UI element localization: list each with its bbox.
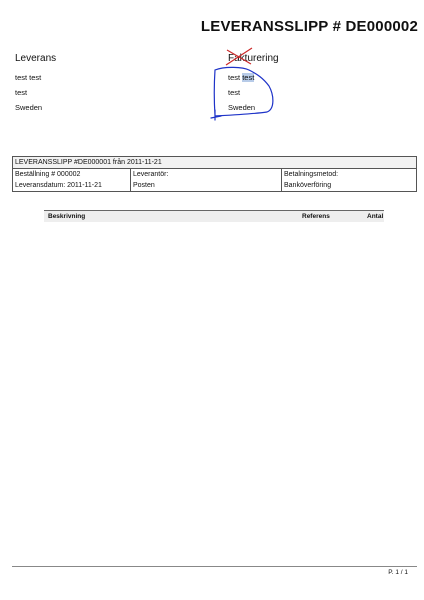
carrier-value: Posten [131, 180, 282, 192]
delivery-date: Leveransdatum: 2011-11-21 [13, 180, 131, 192]
billing-line-2: test [228, 88, 241, 97]
payment-method-label: Betalningsmetod: [282, 169, 417, 181]
payment-method-value: Banköverföring [282, 180, 417, 192]
column-quantity: Antal [367, 213, 384, 220]
delivery-line-3: Sweden [15, 103, 43, 112]
footer-divider [12, 566, 417, 567]
delivery-line-2: test [15, 88, 28, 97]
delivery-address-block [15, 53, 56, 118]
billing-line-1 [228, 73, 279, 88]
column-reference: Referens [302, 213, 330, 220]
billing-heading: Fakturering [228, 53, 279, 64]
highlighted-text: test [242, 73, 255, 82]
billing-address-block [228, 53, 279, 118]
document-title: LEVERANSSLIPP # DE000002 [200, 18, 418, 35]
column-description: Beskrivning [48, 213, 86, 220]
page-number: P. 1 / 1 [388, 569, 408, 576]
billing-line-3: Sweden [228, 103, 256, 112]
delivery-line-1: test test [15, 73, 42, 82]
items-table-header [44, 210, 384, 222]
order-info-header: LEVERANSSLIPP #DE000001 från 2011-11-21 [13, 157, 417, 169]
order-info-table [12, 156, 417, 192]
carrier-label: Leverantör: [131, 169, 282, 181]
billing-line-1-first: test [228, 73, 241, 82]
delivery-heading: Leverans [15, 53, 57, 64]
order-number: Beställning # 000002 [13, 169, 131, 181]
